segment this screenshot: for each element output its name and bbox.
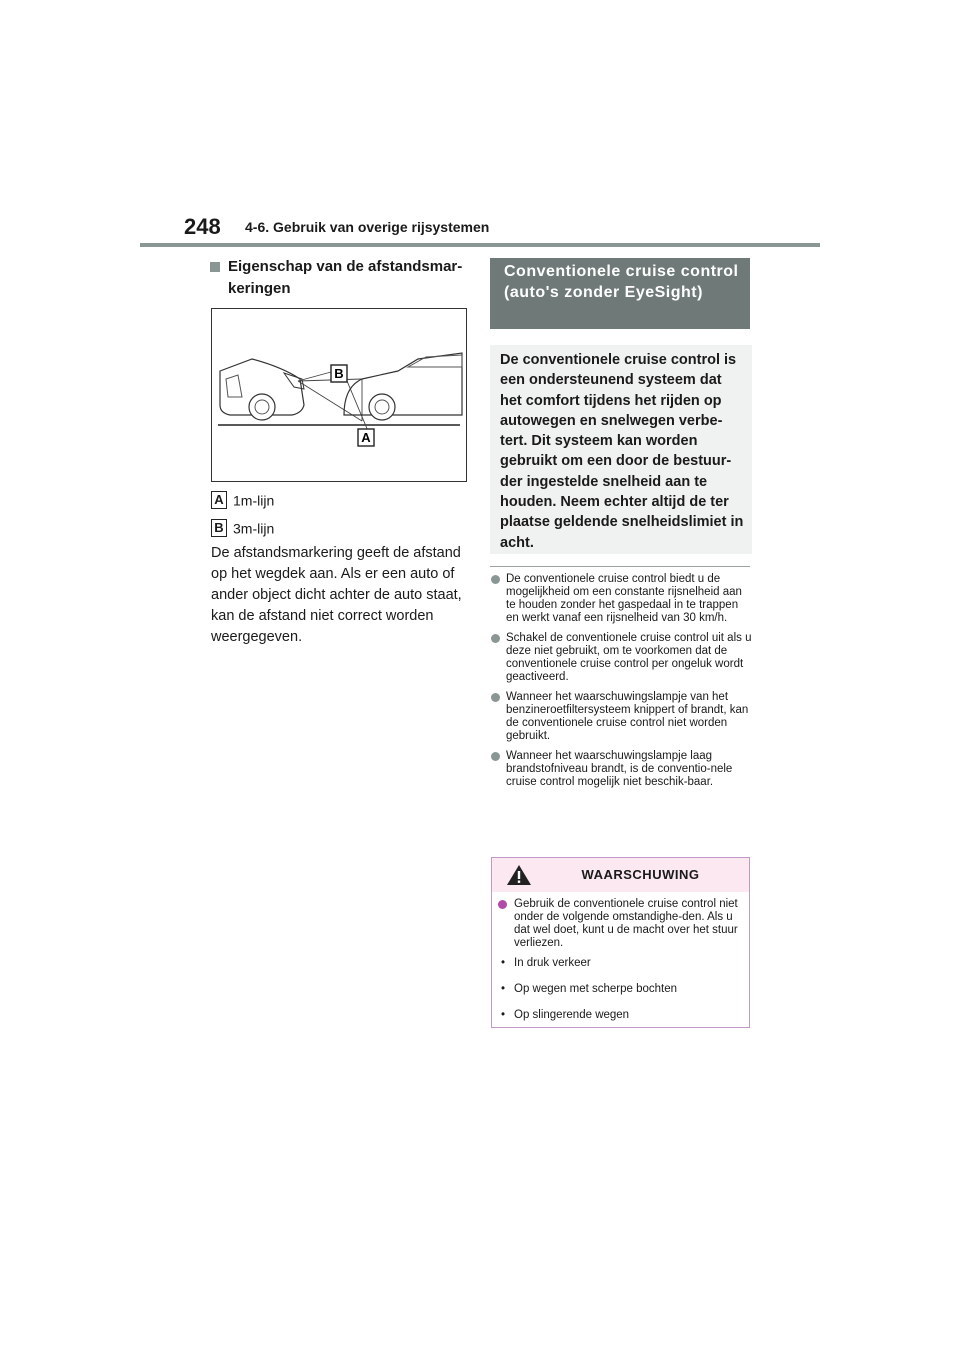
warning-main [496,898,741,950]
chapter-title: 4-6. Gebruik van overige rijsystemen [245,219,490,235]
bullet-list [491,573,753,796]
legend-item [211,518,274,537]
section-divider [490,566,750,567]
bullet-dot-icon [491,634,500,643]
legend-item [211,490,274,509]
bullet-dot-icon [491,693,500,702]
bullet-dot-icon [491,575,500,584]
warning-item-text: Op slingerende wegen [514,1009,630,1021]
legend-key-b: B [211,519,227,537]
figure-callout-a: A [361,430,371,445]
car-illustration [212,309,466,481]
warning-title: WAARSCHUWING [581,867,700,882]
warning-item [496,983,741,996]
list-item [491,573,753,625]
square-bullet-icon [210,262,220,272]
bullet-dot-icon [491,752,500,761]
warning-main-text: Gebruik de conventionele cruise control niet onder de volgende omstandighe-den. Als u dat wel doet, kunt u de macht over het stuur verliezen. [514,898,738,949]
list-item [491,750,753,789]
legend-label: 3m-lijn [233,520,275,537]
list-item-text: Wanneer het waarschuwingslampje van het benzineroetfiltersysteem knippert of brandt, kan de conventionele cruise control niet worden gebruikt. [506,691,749,742]
section-banner: Conventionele cruise control (auto's zonder EyeSight) [490,258,750,329]
warning-item-text: Op wegen met scherpe bochten [514,983,678,995]
warning-item [496,1009,741,1022]
bullet-dot-icon [498,900,507,909]
legend-label: 1m-lijn [233,492,275,509]
warning-item-text: In druk verkeer [514,957,591,969]
warning-header [492,858,749,892]
figure-callout-b: B [334,366,344,381]
list-item [491,691,753,743]
bullet-point-icon: • [501,1009,506,1021]
subheading-text: Eigenschap van de afstandsmar-keringen [228,258,463,297]
intro-box: De conventionele cruise control is een ondersteunend systeem dat het comfort tijdens het rijden op autowegen en snelwegen verbe-tert. Dit systeem kan worden gebruikt om een door de bestuur-der ingestelde snelheid aan te houden. Neem echter altijd de ter plaatse geldende snelheidslimiet in acht. [490,345,752,554]
subheading [210,256,470,300]
distance-marking-paragraph: De afstandsmarkering geeft de afstand op het wegdek aan. Als er een auto of ander object dicht achter de auto staat, kan de afstand niet correct worden weergegeven. [211,545,462,645]
warning-item [496,957,741,970]
bullet-point-icon: • [501,983,506,995]
warning-box [491,857,750,1028]
list-item-text: Schakel de conventionele cruise control uit als u deze niet gebruikt, om te voorkomen dat de conventionele cruise control per ongeluk wordt geactiveerd. [506,632,752,683]
list-item [491,632,753,684]
bullet-point-icon: • [501,957,506,969]
distance-marking-figure [211,308,467,482]
list-item-text: Wanneer het waarschuwingslampje laag brandstofniveau brandt, is de conventio-nele cruise control mogelijk niet beschik-baar. [506,750,733,788]
warning-triangle-icon [506,864,532,886]
page-number: 248 [184,214,221,239]
header-divider [140,243,820,247]
legend-key-a: A [211,491,227,509]
list-item-text: De conventionele cruise control biedt u de mogelijkheid om een constante rijsnelheid aan te houden zonder het gaspedaal in te trappen en werkt vanaf een rijsnelheid van 30 km/h. [506,573,742,624]
